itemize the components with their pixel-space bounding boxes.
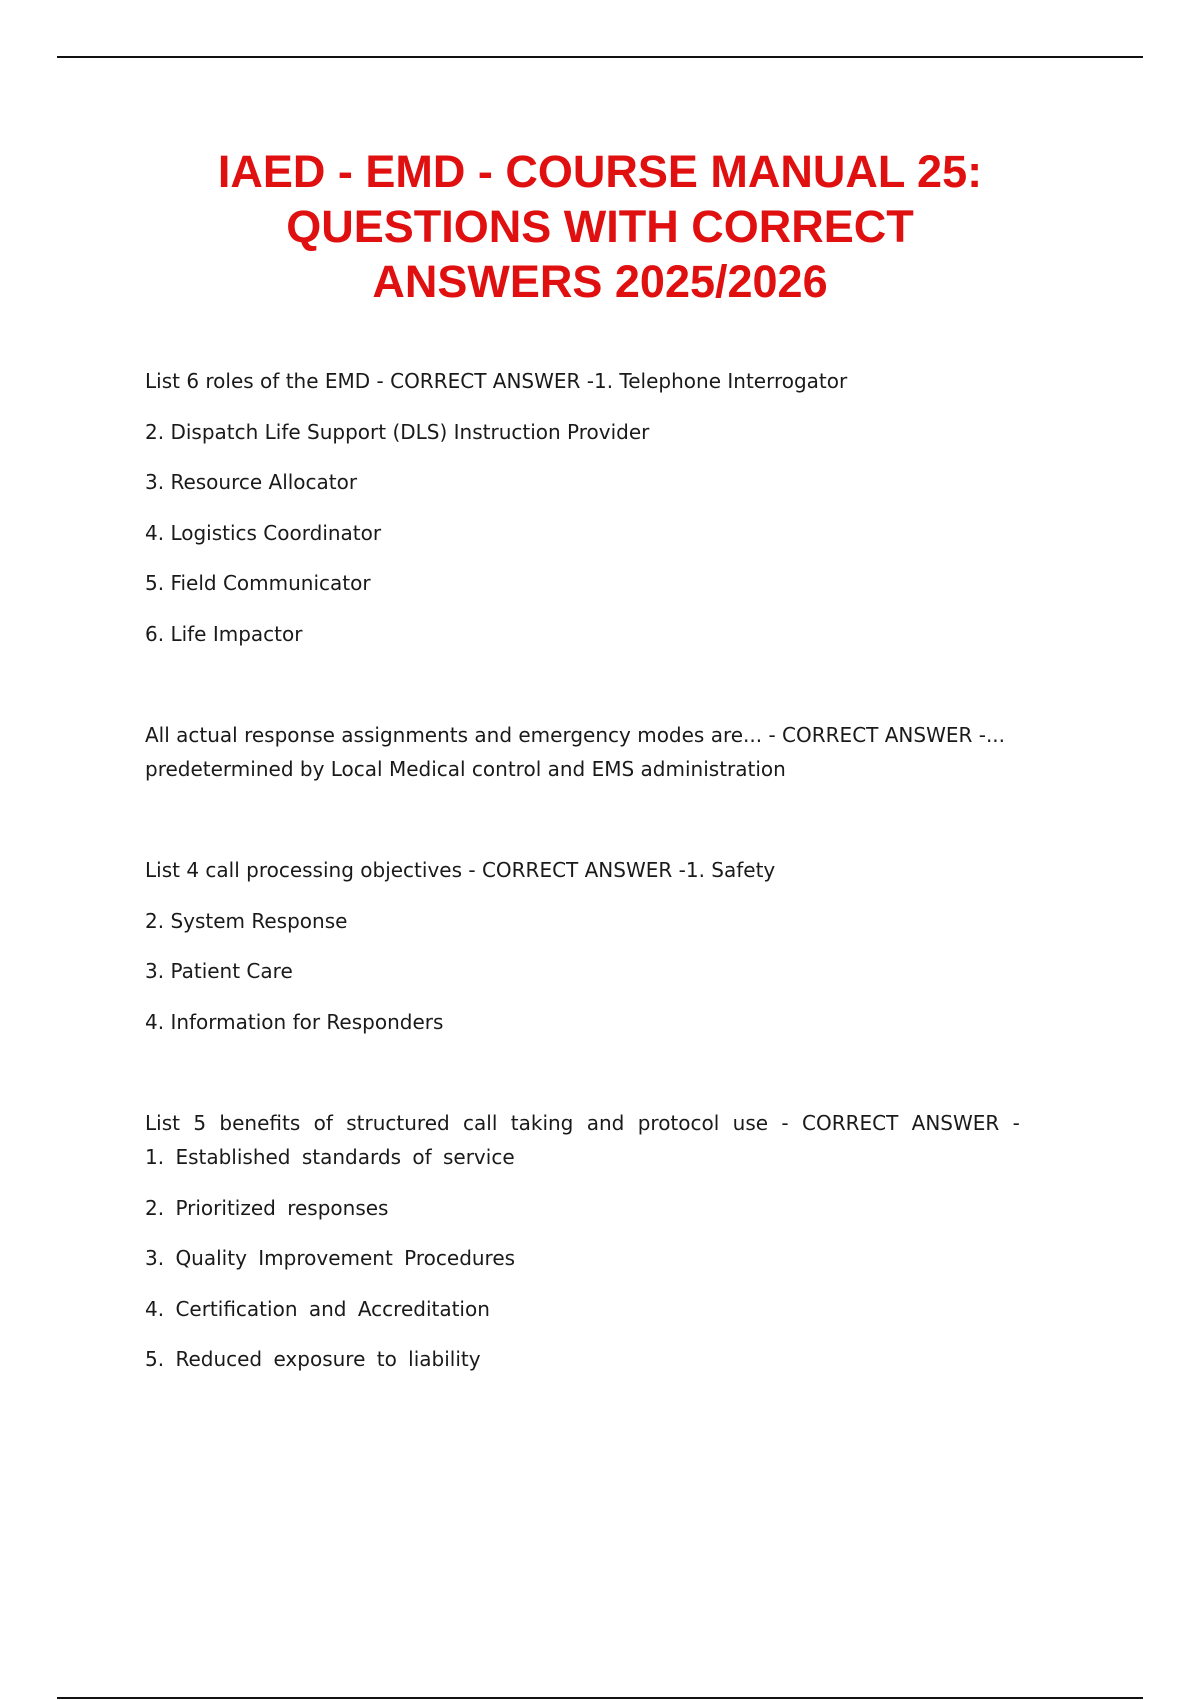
- answer-line: 3. Quality Improvement Procedures: [145, 1246, 516, 1270]
- answer-line: predetermined by Local Medical control and EMS administration: [145, 757, 786, 781]
- answer-line: 4. Certification and Accreditation: [145, 1297, 490, 1321]
- answer-line: 2. System Response: [145, 909, 348, 933]
- answer-line: 4. Information for Responders: [145, 1010, 444, 1034]
- document-title: [100, 144, 1100, 309]
- title-line-3: ANSWERS 2025/2026: [372, 256, 828, 307]
- answer-line: 6. Life Impactor: [145, 622, 303, 646]
- answer-line: 4. Logistics Coordinator: [145, 521, 382, 545]
- answer-line: 1. Established standards of service: [145, 1145, 515, 1169]
- question-line: List 6 roles of the EMD - CORRECT ANSWER -1. Telephone Interrogator: [145, 369, 848, 393]
- answer-line: 3. Patient Care: [145, 959, 293, 983]
- answer-line: 2. Prioritized responses: [145, 1196, 389, 1220]
- top-rule: [57, 56, 1143, 58]
- question-line: List 4 call processing objectives - CORRECT ANSWER -1. Safety: [145, 858, 776, 882]
- title-line-1: IAED - EMD - COURSE MANUAL 25:: [217, 146, 983, 197]
- answer-line: 3. Resource Allocator: [145, 470, 358, 494]
- answer-line: 2. Dispatch Life Support (DLS) Instruction Provider: [145, 420, 650, 444]
- answer-line: 5. Field Communicator: [145, 571, 371, 595]
- bottom-rule: [57, 1697, 1143, 1699]
- answer-line: 5. Reduced exposure to liability: [145, 1347, 481, 1371]
- question-line: List 5 benefits of structured call taking and protocol use - CORRECT ANSWER -: [145, 1111, 1020, 1135]
- title-line-2: QUESTIONS WITH CORRECT: [286, 201, 914, 252]
- question-line: All actual response assignments and emergency modes are... - CORRECT ANSWER -...: [145, 723, 1006, 747]
